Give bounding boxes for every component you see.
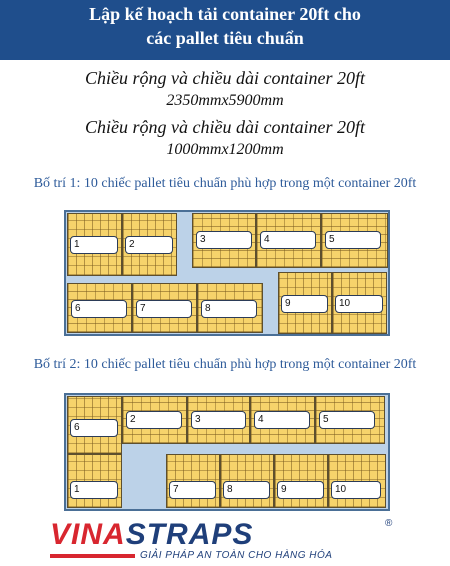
- layout2-caption: Bố trí 2: 10 chiếc pallet tiêu chuẩn phù hợp trong một container 20ft: [33, 357, 417, 372]
- pallet-label: 6: [71, 300, 127, 318]
- layout1-pallet: [192, 213, 256, 268]
- pallet-label: 7: [169, 481, 216, 499]
- pallet-label: 5: [319, 411, 375, 429]
- layout2-pallet: [328, 454, 386, 508]
- pallet-label: 1: [70, 236, 118, 254]
- logo-wordmark: [50, 518, 253, 552]
- pallet-label: 4: [254, 411, 310, 429]
- layout2-pallet: [315, 396, 385, 444]
- pallet-dims-label: Chiều rộng và chiều dài container 20ft: [85, 117, 365, 137]
- layout1-pallet: [332, 272, 387, 334]
- container-dims-value: 2350mmx5900mm: [166, 92, 284, 109]
- layout2-container: [64, 393, 390, 511]
- page-header: [0, 0, 450, 60]
- pallet-label: 7: [136, 300, 192, 318]
- pallet-label: 5: [325, 231, 381, 249]
- header-title-line1: Lập kế hoạch tải container 20ft cho: [89, 4, 361, 24]
- layout2-pallet: [187, 396, 250, 444]
- pallet-dims-value: 1000mmx1200mm: [166, 141, 284, 158]
- pallet-label: 4: [260, 231, 316, 249]
- container-dims-label: Chiều rộng và chiều dài container 20ft: [85, 68, 365, 88]
- layout1-pallet: [321, 213, 388, 268]
- layout1-pallet: [67, 283, 132, 333]
- pallet-label: 6: [70, 419, 118, 437]
- pallet-label: 8: [201, 300, 257, 318]
- pallet-label: 10: [335, 295, 383, 313]
- layout1-caption: Bố trí 1: 10 chiếc pallet tiêu chuẩn phù hợp trong một container 20ft: [33, 176, 417, 191]
- pallet-label: 2: [125, 236, 173, 254]
- logo-tagline: GIẢI PHÁP AN TOÀN CHO HÀNG HÓA: [140, 550, 333, 561]
- layout2-pallet: [166, 454, 220, 508]
- vinastraps-logo: [50, 518, 400, 562]
- layout1-pallet: [197, 283, 263, 333]
- layout1-pallet: [132, 283, 197, 333]
- layout2-pallet: [250, 396, 315, 444]
- pallet-label: 10: [331, 481, 381, 499]
- logo-accent-bar: [50, 554, 135, 558]
- layout1-pallet: [67, 213, 122, 276]
- pallet-label: 8: [223, 481, 270, 499]
- pallet-label: 1: [70, 481, 118, 499]
- layout2-pallet: [220, 454, 274, 508]
- logo-vina: VINA: [50, 518, 126, 551]
- pallet-label: 3: [196, 231, 252, 249]
- registered-mark: ®: [385, 518, 393, 529]
- layout2-pallet: [67, 396, 122, 454]
- logo-straps: STRAPS: [125, 518, 254, 551]
- layout2-pallet: [67, 454, 122, 508]
- layout2-pallet: [274, 454, 328, 508]
- layout2-pallet: [122, 396, 187, 444]
- layout1-pallet: [122, 213, 177, 276]
- pallet-label: 9: [277, 481, 324, 499]
- header-title-line2: các pallet tiêu chuẩn: [146, 28, 304, 48]
- pallet-label: 3: [191, 411, 246, 429]
- layout1-container: [64, 210, 390, 336]
- pallet-label: 2: [126, 411, 182, 429]
- layout1-pallet: [278, 272, 332, 334]
- layout1-pallet: [256, 213, 321, 268]
- pallet-label: 9: [281, 295, 328, 313]
